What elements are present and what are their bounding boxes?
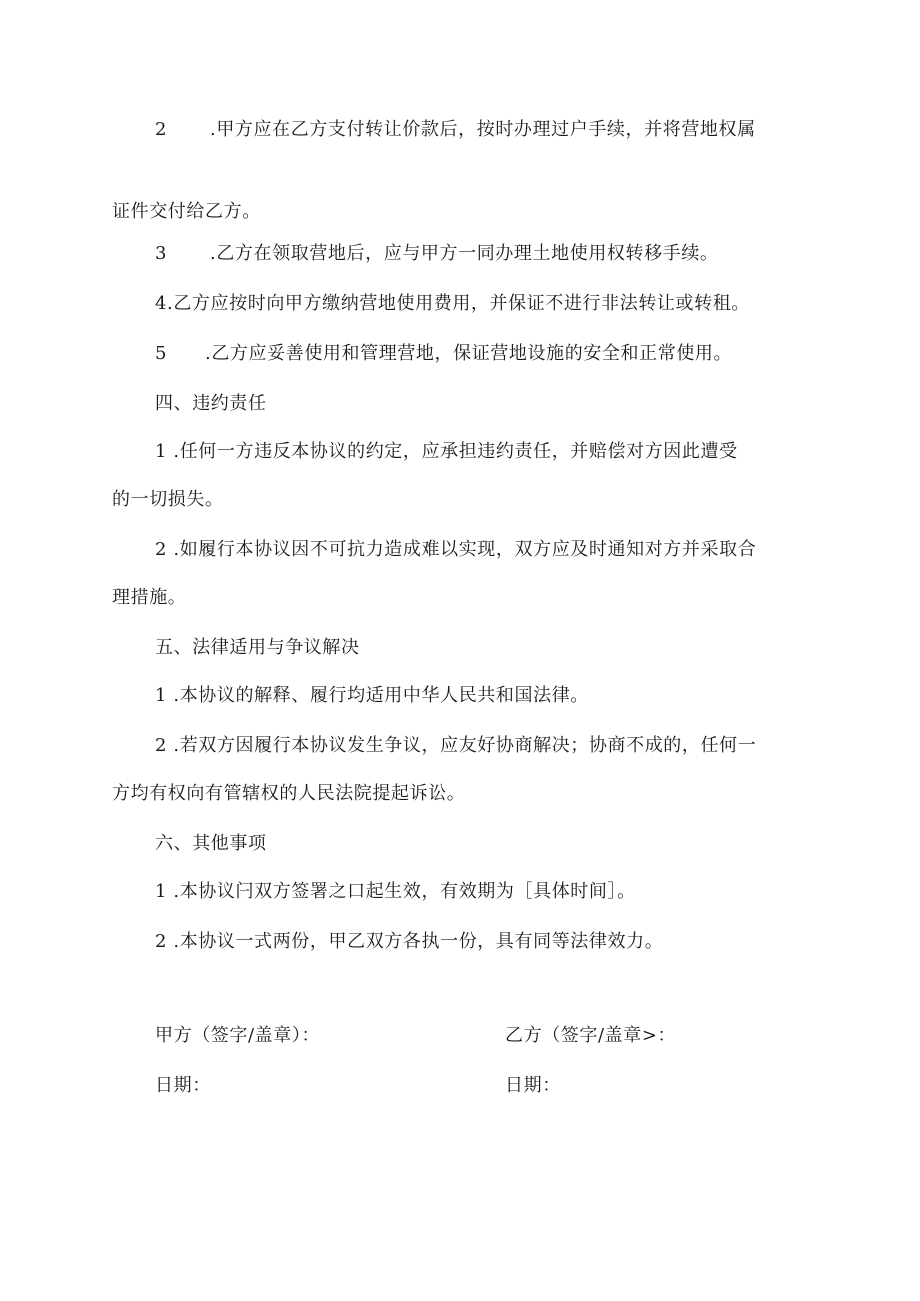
section-4-item-2-line-2: 理措施。: [112, 587, 187, 608]
section-4-item-2-line-1: 2 .如履行本协议因不可抗力造成难以实现，双方应及时通知对方并采取合: [155, 539, 757, 560]
clause-5-number: 5: [155, 343, 168, 364]
clause-4-text: .乙方应按时向甲方缴纳营地使用费用，并保证不进行非法转让或转租。: [167, 293, 750, 314]
section-4-heading: 四、违约责任: [155, 393, 267, 414]
party-b-date-label: 日期：: [505, 1075, 561, 1096]
clause-5-text: .乙方应妥善使用和管理营地，保证营地设施的安全和正常使用。: [205, 343, 733, 364]
clause-3-number: 3: [155, 243, 168, 264]
section-5-item-1: 1 .本协议的解释、履行均适用中华人民共和国法律。: [155, 685, 589, 706]
clause-3: [155, 242, 719, 266]
section-4-item-1-line-1: 1 .任何一方违反本协议的约定，应承担违约责任，并赔偿对方因此遭受: [155, 441, 738, 462]
party-a-date-label: 日期：: [155, 1075, 211, 1096]
section-6-heading: 六、其他事项: [155, 833, 267, 854]
clause-2-text: .甲方应在乙方支付转让价款后，按时办理过户手续，并将营地权属: [210, 119, 756, 140]
party-b-signature-label: 乙方（签字/盖章>：: [505, 1025, 677, 1046]
party-a-signature-label: 甲方（签字/盖章）：: [155, 1025, 321, 1046]
section-4-item-1-line-2: 的一切损失。: [112, 489, 224, 510]
clause-2-continuation: 证件交付给乙方。: [112, 201, 261, 222]
clause-2: [155, 118, 756, 142]
section-6-item-1: 1 .本协议闩双方签署之口起生效，有效期为［具体时间］。: [155, 881, 636, 902]
section-5-heading: 五、法律适用与争议解决: [155, 637, 360, 658]
section-5-item-2-line-2: 方均有权向有管辖权的人民法院提起诉讼。: [112, 783, 466, 804]
clause-3-text: .乙方在领取营地后，应与甲方一同办理土地使用权转移手续。: [210, 243, 719, 264]
clause-4-number: 4: [155, 293, 168, 314]
clause-4: [155, 292, 750, 316]
section-5-item-2-line-1: 2 .若双方因履行本协议发生争议，应友好协商解决；协商不成的，任何一: [155, 735, 757, 756]
clause-2-number: 2: [155, 119, 168, 140]
clause-5: [155, 342, 732, 366]
section-6-item-2: 2 .本协议一式两份，甲乙双方各执一份，具有同等法律效力。: [155, 931, 664, 952]
